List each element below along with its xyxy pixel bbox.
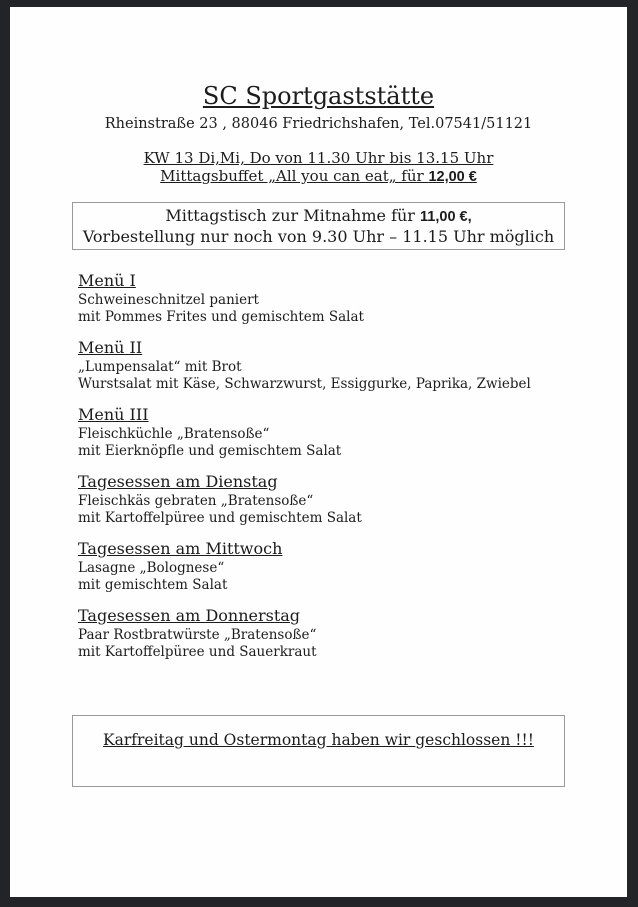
- takeaway-notice-line1: [73, 206, 564, 227]
- holiday-closure-box: [72, 715, 565, 787]
- menu-section-line: mit Eierknöpfle und gemischtem Salat: [78, 442, 342, 459]
- menu-section-line: Fleischkäs gebraten „Bratensoße“: [78, 493, 314, 509]
- menu-section-heading: Menü III: [78, 405, 149, 424]
- menu-section-heading: Tagesessen am Mittwoch: [78, 539, 283, 558]
- menu-section-line: Paar Rostbratwürste „Bratensoße“: [78, 627, 317, 643]
- menu-section-tuesday: [78, 472, 627, 526]
- takeaway-price: 11,00 €,: [420, 209, 472, 225]
- menu-section-line: Lasagne „Bolognese“: [78, 560, 225, 576]
- holiday-closure-text: Karfreitag und Ostermontag haben wir geschlossen !!!: [103, 731, 534, 749]
- menu-section-thursday: [78, 606, 627, 660]
- buffet-schedule-line: KW 13 Di,Mi, Do von 11.30 Uhr bis 13.15 Uhr: [143, 149, 494, 167]
- takeaway-notice-text: Mittagstisch zur Mitnahme für: [165, 206, 421, 225]
- restaurant-address: Rheinstraße 23 , 88046 Friedrichshafen, Tel.07541/51121: [104, 116, 533, 132]
- menu-section-wednesday: [78, 539, 627, 593]
- menu-section-heading: Tagesessen am Donnerstag: [78, 606, 301, 625]
- menu-section-line: Fleischküchle „Bratensoße“: [78, 426, 270, 442]
- menu-section-line: „Lumpensalat“ mit Brot: [78, 359, 242, 375]
- restaurant-title: SC Sportgaststätte: [202, 82, 435, 110]
- buffet-offer-text: Mittagsbuffet „All you can eat„ für: [160, 167, 429, 185]
- menu-section-menu-3: [78, 405, 627, 459]
- menu-section-line: mit Kartoffelpüree und Sauerkraut: [78, 643, 317, 660]
- menu-section-heading: Menü I: [78, 271, 136, 290]
- buffet-price: 12,00 €: [428, 169, 477, 185]
- takeaway-notice-box: [72, 202, 565, 250]
- menu-document-page: [10, 7, 627, 897]
- menu-section-line: Schweineschnitzel paniert: [78, 292, 259, 308]
- menu-section-line: Wurstsalat mit Käse, Schwarzwurst, Essiggurke, Paprika, Zwiebel: [78, 375, 531, 392]
- menu-section-heading: Tagesessen am Dienstag: [78, 472, 278, 491]
- menu-section-line: mit Kartoffelpüree und gemischtem Salat: [78, 509, 362, 526]
- menu-section-menu-2: [78, 338, 627, 392]
- menu-section-line: mit Pommes Frites und gemischtem Salat: [78, 308, 364, 325]
- menu-section-heading: Menü II: [78, 338, 143, 357]
- menu-list: [78, 271, 627, 660]
- menu-section-menu-1: [78, 271, 627, 325]
- menu-section-line: mit gemischtem Salat: [78, 576, 228, 593]
- buffet-offer-line: [10, 167, 627, 186]
- takeaway-notice-line2: Vorbestellung nur noch von 9.30 Uhr – 11.15 Uhr möglich: [82, 227, 555, 246]
